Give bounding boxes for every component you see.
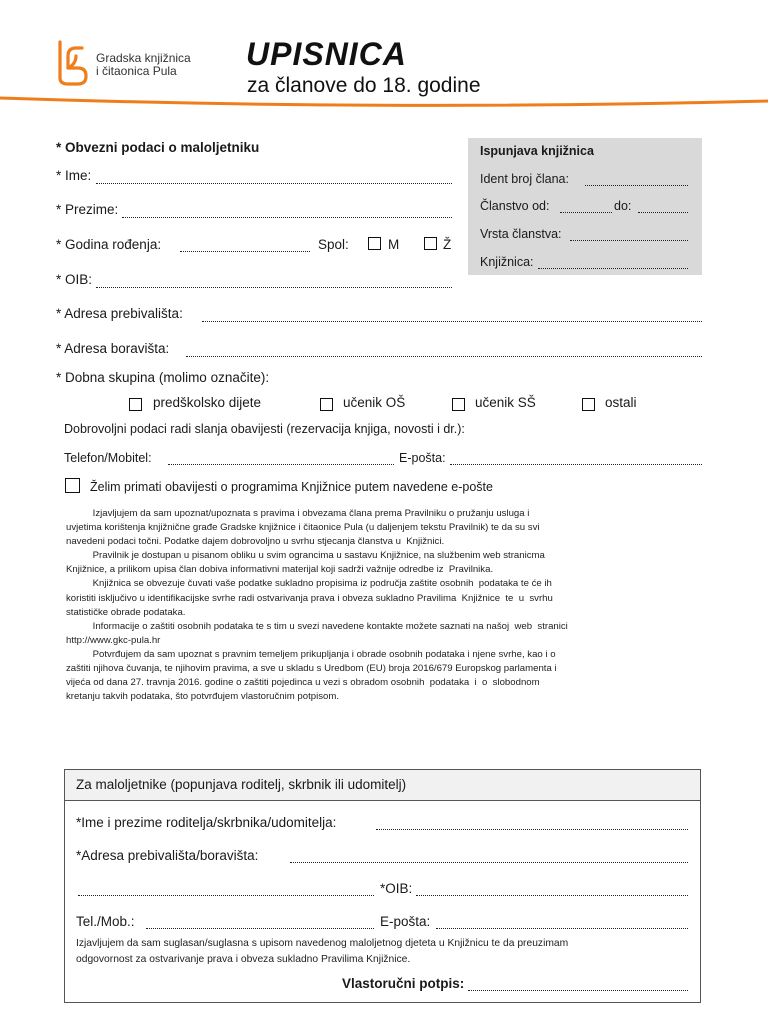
clanstvo-od-label: Članstvo od: bbox=[480, 199, 550, 213]
parent-email-label: E-pošta: bbox=[380, 914, 431, 929]
adresa-prebivalista-field[interactable] bbox=[202, 321, 702, 322]
legal-line: Izjavljujem da sam upoznat/upoznata s pravima i obvezama člana prema Pravilniku o pružanju usluga i bbox=[66, 508, 530, 519]
parent-tel-label: Tel./Mob.: bbox=[76, 914, 135, 929]
legal-line: Pravilnik je dostupan u pisanom obliku u svim ograncima u sastavu Knjižnice, na službenim web stranicma bbox=[66, 550, 545, 562]
legal-line: kretanju takvih podataka, što potvrđujem vlastoručnim potpisom. bbox=[66, 691, 340, 703]
parent-adresa-field[interactable] bbox=[290, 862, 688, 863]
page-subtitle: za članove do 18. godine bbox=[247, 74, 481, 97]
minor-section-heading: * Obvezni podaci o maloljetniku bbox=[56, 140, 260, 155]
parent-statement-line: Izjavljujem da sam suglasan/suglasna s upisom navedenog maloljetnog djeteta u Knjižnicu te da preuzimam bbox=[76, 938, 569, 949]
legal-line: vijeća od dana 27. travnja 2016. godine o zaštiti pojedinca u vezi s obradom osobnih podataka i o slobodnom bbox=[66, 677, 540, 689]
dobna-label: * Dobna skupina (molimo označite): bbox=[56, 370, 270, 385]
vrsta-label: Vrsta članstva: bbox=[480, 227, 562, 241]
adresa-boravista-field[interactable] bbox=[186, 356, 702, 357]
newsletter-checkbox[interactable] bbox=[65, 478, 80, 493]
clanstvo-do-label: do: bbox=[614, 199, 632, 213]
email-field[interactable] bbox=[450, 464, 702, 465]
parent-adresa-field-2[interactable] bbox=[78, 895, 374, 896]
knjiznica-field[interactable] bbox=[538, 268, 688, 269]
spol-m-label: M bbox=[388, 237, 400, 252]
library-logo bbox=[54, 38, 90, 88]
parent-statement-line: odgovornost za ostvarivanje prava i obveza sukladno Pravilima Knjižnice. bbox=[76, 954, 411, 965]
spol-z-label: Ž bbox=[443, 237, 452, 252]
prezime-field[interactable] bbox=[122, 217, 452, 218]
ime-label: * Ime: bbox=[56, 168, 92, 183]
parent-ime-field[interactable] bbox=[376, 829, 688, 830]
ident-field[interactable] bbox=[585, 185, 688, 186]
spol-label: Spol: bbox=[318, 237, 349, 252]
legal-line: Potvrđujem da sam upoznat s pravnim temeljem prikupljanja i obrade osobnih podataka i njene svrhe, kao i o bbox=[66, 648, 556, 660]
dobna-predskolsko-label: predškolsko dijete bbox=[153, 395, 262, 410]
spol-z-checkbox[interactable] bbox=[424, 237, 437, 250]
header-divider bbox=[0, 95, 768, 113]
dobna-ostali-checkbox[interactable] bbox=[582, 398, 595, 411]
page-title: UPISNICA bbox=[246, 36, 407, 72]
library-box-heading: Ispunjava knjižnica bbox=[480, 144, 594, 158]
legal-line: uvjetima korištenja knjižnične građe Gradske knjižnice i čitaonice Pula (u daljenjem tekstu Pravilnik) te da su svi bbox=[66, 522, 540, 534]
telefon-field[interactable] bbox=[168, 464, 394, 465]
godina-label: * Godina rođenja: bbox=[56, 237, 162, 252]
telefon-label: Telefon/Mobitel: bbox=[64, 451, 152, 465]
dobna-os-checkbox[interactable] bbox=[320, 398, 333, 411]
parent-oib-label: *OIB: bbox=[380, 881, 413, 896]
adresa-boravista-label: * Adresa boravišta: bbox=[56, 341, 170, 356]
legal-line: navedeni podaci točni. Podatke dajem dobrovoljno u svrhu stjecanja članstva u Knjižnici. bbox=[66, 536, 445, 548]
library-logo-icon bbox=[54, 38, 90, 88]
dobna-ostali-label: ostali bbox=[605, 395, 637, 410]
godina-field[interactable] bbox=[180, 251, 310, 252]
parent-oib-field[interactable] bbox=[416, 895, 688, 896]
legal-line: statističke obrade podataka. bbox=[66, 606, 186, 618]
parent-ime-label: *Ime i prezime roditelja/skrbnika/udomitelja: bbox=[76, 815, 337, 830]
oib-field[interactable] bbox=[96, 287, 452, 288]
adresa-prebivalista-label: * Adresa prebivališta: bbox=[56, 306, 183, 321]
knjiznica-label: Knjižnica: bbox=[480, 255, 534, 269]
legal-text bbox=[66, 507, 702, 704]
optional-intro: Dobrovoljni podaci radi slanja obavijesti (rezervacija knjiga, novosti i dr.): bbox=[64, 422, 465, 436]
oib-label: * OIB: bbox=[56, 272, 93, 287]
dobna-predskolsko-checkbox[interactable] bbox=[129, 398, 142, 411]
spol-m-checkbox[interactable] bbox=[368, 237, 381, 250]
dobna-ss-label: učenik SŠ bbox=[475, 395, 536, 410]
dobna-os-label: učenik OŠ bbox=[343, 395, 406, 410]
ime-field[interactable] bbox=[96, 183, 452, 184]
ident-label: Ident broj člana: bbox=[480, 172, 569, 186]
email-label: E-pošta: bbox=[399, 451, 446, 465]
parent-section-heading: Za maloljetnike (popunjava roditelj, skrbnik ili udomitelj) bbox=[76, 777, 407, 792]
legal-line: Knjižnice, a prilikom upisa član dobiva informativni materijal koji sadrži važnije odredbe iz Pravilnika. bbox=[66, 564, 494, 576]
parent-adresa-label: *Adresa prebivališta/boravišta: bbox=[76, 848, 259, 863]
legal-line: Informacije o zaštiti osobnih podataka te s tim u svezi navedene kontakte možete saznati na našoj web stranici bbox=[66, 620, 568, 632]
legal-line: Knjižnica se obvezuje čuvati vaše podatke sukladno propisima iz područja zaštite osobnih podataka te će ih bbox=[66, 578, 552, 590]
signature-label: Vlastoručni potpis: bbox=[342, 976, 465, 991]
legal-line: zaštiti njihova čuvanja, te njihovim pravima, a sve u skladu s Uredbom (EU) broja 2016/679 Europskog parlamenta i bbox=[66, 663, 557, 675]
parent-email-field[interactable] bbox=[436, 928, 688, 929]
dobna-ss-checkbox[interactable] bbox=[452, 398, 465, 411]
newsletter-label: Želim primati obavijesti o programima Knjižnice putem navedene e-pošte bbox=[90, 480, 493, 494]
library-name bbox=[96, 52, 191, 78]
prezime-label: * Prezime: bbox=[56, 202, 119, 217]
clanstvo-od-field[interactable] bbox=[560, 212, 612, 213]
library-name-line1: Gradska knjižnica bbox=[96, 51, 191, 65]
vrsta-field[interactable] bbox=[570, 240, 688, 241]
parent-statement bbox=[76, 936, 568, 968]
signature-field[interactable] bbox=[468, 990, 688, 991]
library-name-line2: i čitaonica Pula bbox=[96, 64, 177, 78]
clanstvo-do-field[interactable] bbox=[638, 212, 688, 213]
legal-line: http://www.gkc-pula.hr bbox=[66, 634, 161, 646]
parent-tel-field[interactable] bbox=[146, 928, 374, 929]
legal-line: koristiti isključivo u identifikacijske svrhe radi ostvarivanja prava i obveza sukladno Pravilima Knjižnice te u svrhu bbox=[66, 592, 553, 604]
